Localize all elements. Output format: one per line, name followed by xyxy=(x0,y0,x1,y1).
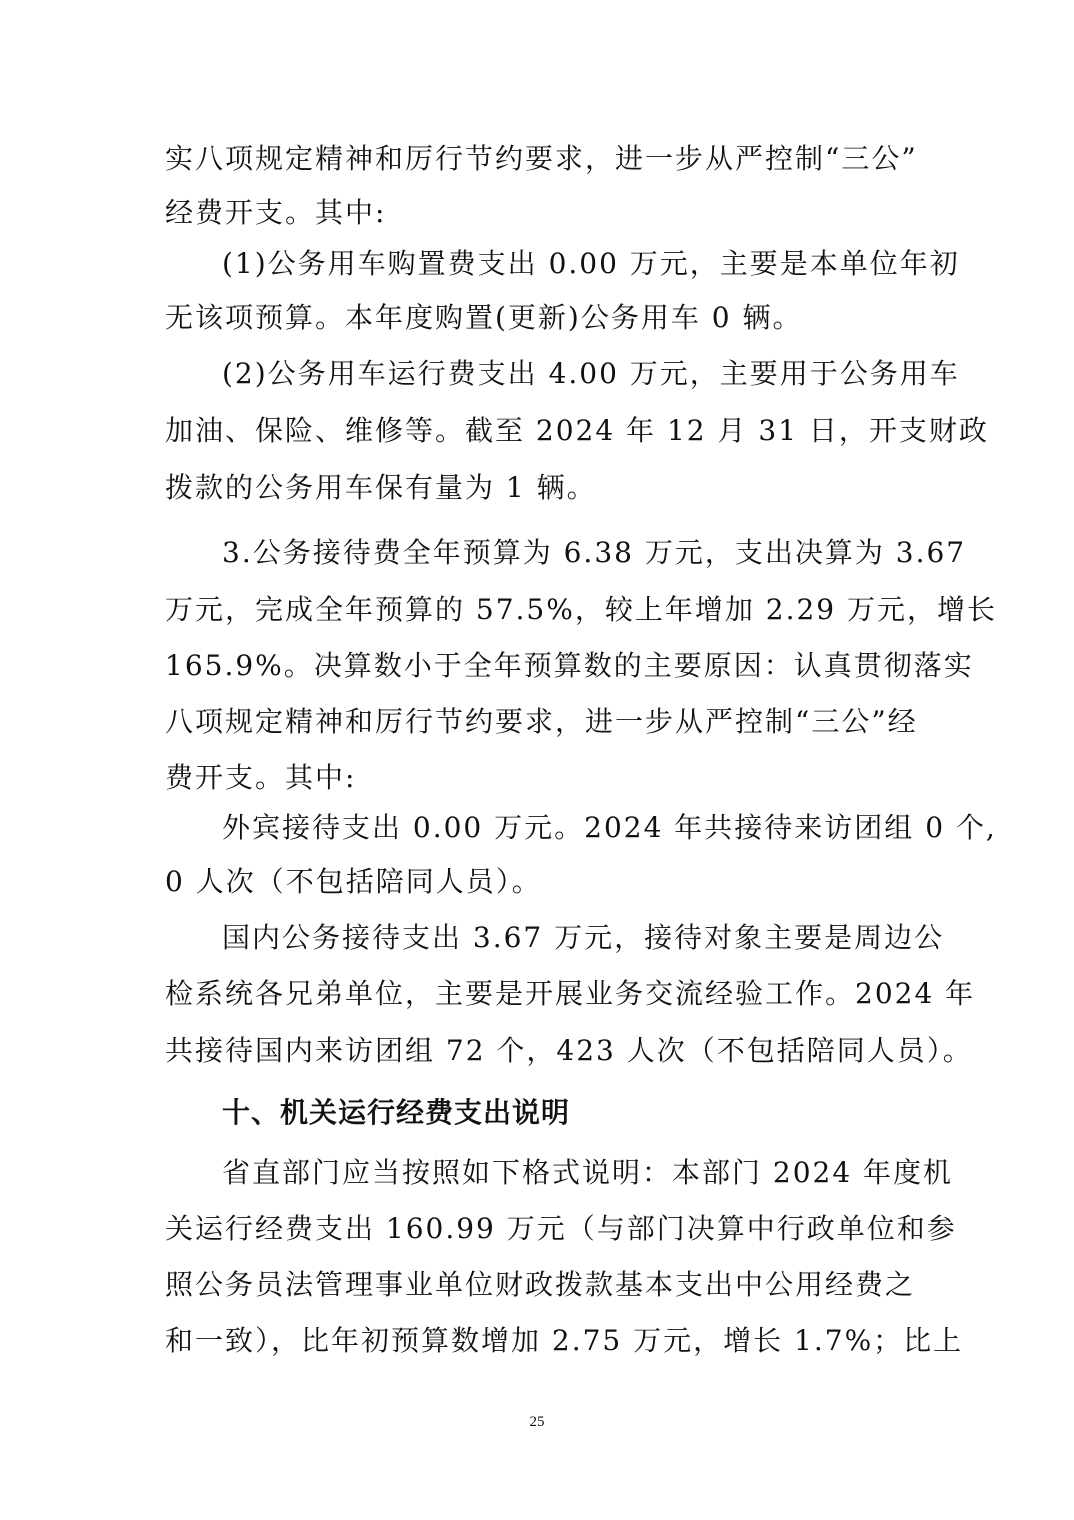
text-line-8: 3.公务接待费全年预算为 6.38 万元，支出决算为 3.67 xyxy=(222,536,967,569)
text-line-13: 外宾接待支出 0.00 万元。2024 年共接待来访团组 0 个, xyxy=(222,811,997,844)
page-number: 25 xyxy=(529,1414,545,1430)
text-line-5: (2)公务用车运行费支出 4.00 万元，主要用于公务用车 xyxy=(222,357,960,390)
text-line-19: 省直部门应当按照如下格式说明：本部门 2024 年度机 xyxy=(222,1156,954,1189)
text-line-15: 国内公务接待支出 3.67 万元，接待对象主要是周边公 xyxy=(222,921,945,954)
text-line-21: 照公务员法管理事业单位财政拨款基本支出中公用经费之 xyxy=(165,1268,916,1301)
text-line-1: 实八项规定精神和厉行节约要求，进一步从严控制“三公” xyxy=(165,142,918,175)
text-line-2: 经费开支。其中: xyxy=(165,196,387,229)
text-line-16: 检系统各兄弟单位，主要是开展业务交流经验工作。2024 年 xyxy=(165,977,976,1010)
text-line-3: (1)公务用车购置费支出 0.00 万元，主要是本单位年初 xyxy=(222,247,960,280)
section-heading: 十、机关运行经费支出说明 xyxy=(222,1096,571,1129)
text-line-10: 165.9%。决算数小于全年预算数的主要原因：认真贯彻落实 xyxy=(165,649,974,682)
text-line-4: 无该项预算。本年度购置(更新)公务用车 0 辆。 xyxy=(165,301,803,334)
text-line-20: 关运行经费支出 160.99 万元（与部门决算中行政单位和参 xyxy=(165,1212,957,1245)
text-line-6: 加油、保险、维修等。截至 2024 年 12 月 31 日，开支财政 xyxy=(165,414,989,447)
text-line-9: 万元，完成全年预算的 57.5%，较上年增加 2.29 万元，增长 xyxy=(165,593,997,626)
text-line-12: 费开支。其中: xyxy=(165,761,357,794)
text-line-11: 八项规定精神和厉行节约要求，进一步从严控制“三公”经 xyxy=(165,705,918,738)
text-line-14: 0 人次（不包括陪同人员）。 xyxy=(165,865,542,898)
text-line-7: 拨款的公务用车保有量为 1 辆。 xyxy=(165,471,597,504)
text-line-22: 和一致），比年初预算数增加 2.75 万元，增长 1.7%；比上 xyxy=(165,1324,964,1357)
text-line-17: 共接待国内来访团组 72 个，423 人次（不包括陪同人员）。 xyxy=(165,1034,973,1067)
